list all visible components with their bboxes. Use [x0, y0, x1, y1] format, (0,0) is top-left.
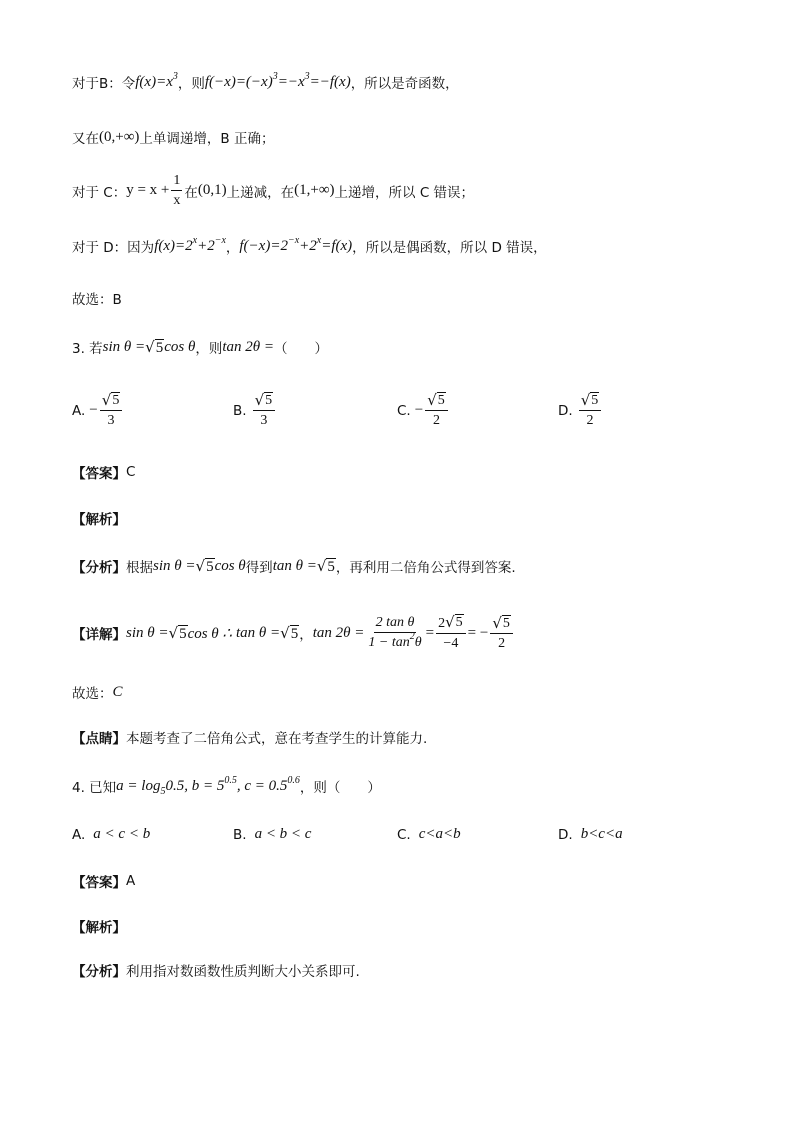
q3-xiangjie: 【详解】 sin θ = √ 5 cos θ ∴ tan θ = √ 5 ， tan 2θ = $\frac{\text{2 tan θ}}{1 - \tan^2\theta}$ = 2 √ 5 −4 = − √ 5 2 [72, 614, 515, 652]
math-f-neg: $f(-x)=(-x)^3=-x^3=-f(x)$ [204, 70, 351, 90]
q4-option-c: C. c<a<b [397, 826, 461, 843]
question-4: 4. 已知 $a = \log_50.5$, $b = 5^{0.5}$, $c = 0.5^{0.6}$ ，则（ ） [72, 774, 381, 797]
q4-option-a: A. a < c < b [72, 826, 151, 843]
q4-option-b: B. a < b < c [233, 826, 312, 843]
q3-option-c: C. − √ 5 2 [397, 392, 450, 429]
sqrt-5: √ 5 [145, 338, 164, 356]
q4-answer: 【答案】 A [72, 873, 136, 891]
q3-option-a: A. − √ 5 3 [72, 392, 124, 429]
choice-line-b: 故选：B [72, 292, 122, 308]
q4-fenxi: 【分析】 利用指对数函数性质判断大小关系即可. [72, 964, 360, 980]
solution-line-b2: 又在 (0,+∞) 上单调递增，B 正确； [72, 128, 275, 147]
q3-final-choice: 故选： C [72, 683, 123, 702]
math-f-def: $f(x)=x^3$ [135, 70, 178, 90]
solution-line-d: 对于 D：因为 $f(x)=2^x+2^{-x}$ ， $f(-x)=2^{-x}+2^x=f(x)$ ，所以是偶函数，所以 D 错误， [72, 234, 547, 256]
q3-option-d: D. √ 5 2 [558, 392, 603, 429]
q3-fenxi: 【分析】 根据 sin θ = √ 5 cos θ 得到 tan θ = √ 5 ，再利用二倍角公式得到答案. [72, 557, 516, 576]
q3-dianjing: 【点睛】 本题考查了二倍角公式，意在考查学生的计算能力. [72, 731, 428, 747]
question-3: 3. 若 sin θ = √ 5 cos θ ，则 tan 2θ = （ ） [72, 338, 329, 357]
fraction-1-over-x: $\frac{1}{x}$ [173, 173, 181, 208]
q3-analysis-heading: 【解析】 [72, 512, 126, 528]
q3-option-b: B. √ 5 3 [233, 392, 277, 429]
solution-line-c: 对于 C： y = x + $\frac{1}{x}$ 在 (0,1) 上递减，在 (1,+∞) 上递增，所以 C 错误； [72, 173, 475, 208]
q4-option-d: D. b<c<a [558, 826, 623, 843]
q3-answer: 【答案】 C [72, 464, 136, 482]
q4-analysis-heading: 【解析】 [72, 920, 126, 936]
solution-line-b: 对于B：令 $f(x)=x^3$ ，则 $f(-x)=(-x)^3=-x^3=-f(x)$ ，所以是奇函数， [72, 70, 459, 92]
